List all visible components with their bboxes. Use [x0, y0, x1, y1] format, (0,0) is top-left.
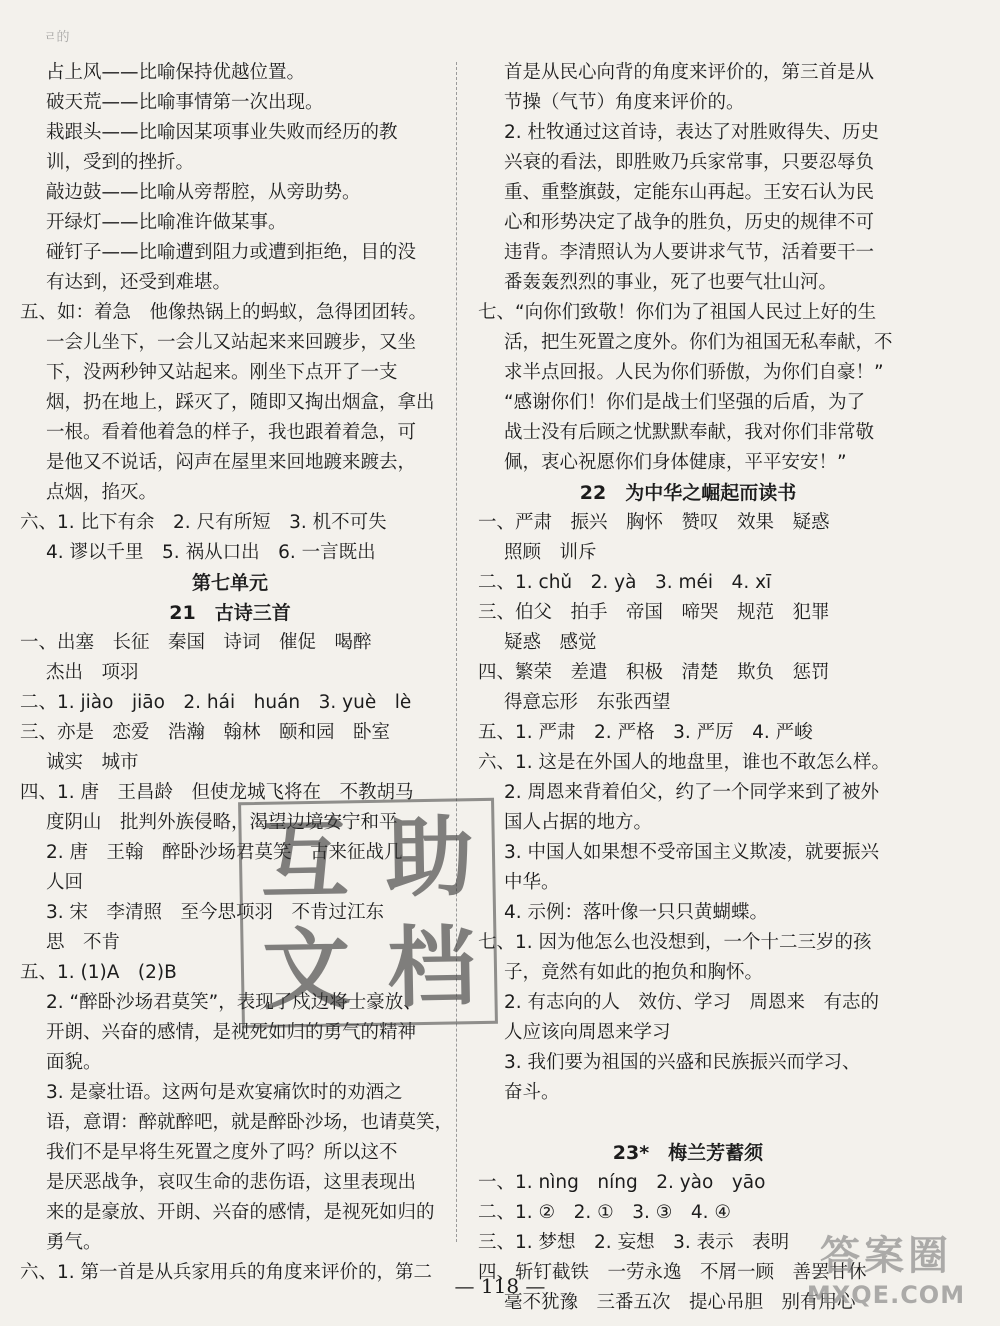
answer-line: 4. 示例：落叶像一只只黄蝴蝶。: [504, 902, 769, 923]
answer-line: 2. 周恩来背着伯父，约了一个同学来到了被外: [504, 782, 880, 803]
answer-line: 2. 唐 王翰 醉卧沙场君莫笑 古来征战几: [46, 842, 403, 863]
answer-line: 二、1. ② 2. ① 3. ③ 4. ④: [478, 1202, 731, 1223]
stamp-char: 文: [261, 916, 352, 1022]
answer-line: 3. 宋 李清照 至今思项羽 不肯过江东: [46, 902, 385, 923]
answer-line: 勇气。: [46, 1232, 102, 1253]
answer-line: 度阴山 批判外族侵略，渴望边境安宁和平: [46, 812, 398, 833]
answer-line: 开绿灯——比喻准许做某事。: [46, 212, 287, 233]
answer-line: 违背。李清照认为人要讲求气节，活着要干一: [504, 242, 875, 263]
section-heading: 22 为中华之崛起而读书: [579, 482, 797, 504]
answer-line: 子，竟然有如此的抱负和胸怀。: [504, 962, 764, 983]
answer-line: 2. 有志向的人 效仿、学习 周恩来 有志的: [504, 992, 880, 1013]
answer-line: 一、出塞 长征 秦国 诗词 催促 喝醉: [20, 632, 372, 653]
answer-line: 番轰轰烈烈的事业，死了也要气壮山河。: [504, 272, 838, 293]
answer-line: 是他又不说话，闷声在屋里来回地踱来踱去，: [46, 452, 417, 473]
site-watermark: [786, 1224, 986, 1316]
answer-line: 3. 是豪壮语。这两句是欢宴痛饮时的劝酒之: [46, 1082, 403, 1103]
left-column: [20, 58, 454, 1288]
answer-line: 五、1. (1)A (2)B: [20, 962, 177, 983]
stamp-char: 助: [384, 804, 475, 910]
answer-line: 首是从民心向背的角度来评价的，第三首是从: [504, 62, 875, 83]
answer-line: 六、1. 比下有余 2. 尺有所短 3. 机不可失: [20, 512, 387, 533]
answer-line: 六、1. 第一首是从兵家用兵的角度来评价的，第二: [20, 1262, 433, 1283]
answer-line: 四、繁荣 差遣 积极 清楚 欺负 惩罚: [478, 662, 830, 683]
answer-line: 三、伯父 拍手 帝国 啼哭 规范 犯罪: [478, 602, 830, 623]
answer-line: 活，把生死置之度外。你们为祖国无私奉献，不: [504, 332, 893, 353]
corner-mark: ㄹ的: [44, 30, 70, 45]
watermark-title: 答案圈: [820, 1233, 952, 1279]
answer-line: [478, 1108, 898, 1138]
answer-line: 求半点回报。人民为你们骄傲，为你们自豪！”: [504, 362, 884, 383]
section-heading: 第七单元: [191, 572, 268, 594]
answer-line: 国人占据的地方。: [504, 812, 653, 833]
answer-line: 四、1. 唐 王昌龄 但使龙城飞将在 不教胡马: [20, 782, 414, 803]
answer-line: 三、亦是 恋爱 浩瀚 翰林 颐和园 卧室: [20, 722, 391, 743]
answer-line: 疑惑 感觉: [504, 632, 597, 653]
answer-line: 占上风——比喻保持优越位置。: [46, 62, 306, 83]
answer-line: 一、1. nìng níng 2. yào yāo: [478, 1172, 766, 1193]
answer-line: 杰出 项羽: [46, 662, 139, 683]
stamp-char: 互: [259, 806, 350, 912]
answer-line: 毫不犹豫 三番五次 提心吊胆 别有用心: [504, 1292, 856, 1313]
answer-line: 一会儿坐下，一会儿又站起来来回踱步，又坐: [46, 332, 417, 353]
answer-line: 训，受到的挫折。: [46, 152, 195, 173]
answer-line: 五、如：着急 他像热锅上的蚂蚁，急得团团转。: [20, 302, 428, 323]
answer-line: 中华。: [504, 872, 560, 893]
answer-line: 碰钉子——比喻遭到阻力或遭到拒绝，目的没: [46, 242, 417, 263]
answer-line: 下，没两秒钟又站起来。刚坐下点开了一支: [46, 362, 398, 383]
answer-line: 四、斩钉截铁 一劳永逸 不屑一顾 善罢甘休: [478, 1262, 867, 1283]
answer-line: 七、“向你们致敬！你们为了祖国人民过上好的生: [478, 302, 877, 323]
answer-line: 诚实 城市: [46, 752, 139, 773]
right-column: [478, 58, 898, 1318]
answer-line: 心和形势决定了战争的胜负，历史的规律不可: [504, 212, 875, 233]
answer-line: 得意忘形 东张西望: [504, 692, 671, 713]
answer-line: 来的是豪放、开朗、兴奋的感情，是视死如归的: [46, 1202, 435, 1223]
stamp-char: 档: [386, 914, 477, 1020]
answer-line: 二、1. chǔ 2. yà 3. méi 4. xī: [478, 572, 772, 593]
answer-line: 是厌恶战争，哀叹生命的悲伤语，这里表现出: [46, 1172, 417, 1193]
answer-line: 兴衰的看法，即胜败乃兵家常事，只要忍辱负: [504, 152, 875, 173]
answer-line: “感谢你们！你们是战士们坚强的后盾，为了: [504, 392, 866, 413]
page-number: — 118 —: [454, 1274, 546, 1298]
answer-line: 佩，衷心祝愿你们身体健康，平平安安！”: [504, 452, 847, 473]
answer-line: 烟，扔在地上，踩灭了，随即又掏出烟盒，拿出: [46, 392, 435, 413]
stamp-watermark: [238, 798, 498, 1028]
answer-line: 一根。看着他着急的样子，我也跟着着急，可: [46, 422, 417, 443]
answer-line: 重、重整旗鼓，定能东山再起。王安石认为民: [504, 182, 875, 203]
answer-line: 开朗、兴奋的感情，是视死如归的勇气的精神: [46, 1022, 417, 1043]
answer-line: 照顾 训斥: [504, 542, 597, 563]
section-heading: 23* 梅兰芳蓄须: [612, 1142, 764, 1164]
answer-line: 节操（气节）角度来评价的。: [504, 92, 745, 113]
answer-line: 敲边鼓——比喻从旁帮腔，从旁助势。: [46, 182, 361, 203]
answer-line: 思 不肯: [46, 932, 121, 953]
answer-line: 破天荒——比喻事情第一次出现。: [46, 92, 324, 113]
answer-line: 4. 谬以千里 5. 祸从口出 6. 一言既出: [46, 542, 376, 563]
answer-line: 栽跟头——比喻因某项事业失败而经历的教: [46, 122, 398, 143]
answer-line: 三、1. 梦想 2. 妄想 3. 表示 表明: [478, 1232, 790, 1253]
answer-line: 七、1. 因为他怎么也没想到，一个十二三岁的孩: [478, 932, 872, 953]
answer-line: 一、严肃 振兴 胸怀 赞叹 效果 疑惑: [478, 512, 830, 533]
answer-line: 2. “醉卧沙场君莫笑”，表现了戍边将士豪放、: [46, 992, 422, 1013]
answer-line: 2. 杜牧通过这首诗，表达了对胜败得失、历史: [504, 122, 880, 143]
answer-line: 奋斗。: [504, 1082, 560, 1103]
answer-line: 人应该向周恩来学习: [504, 1022, 671, 1043]
answer-line: 战士没有后顾之忧默默奉献，我对你们非常敬: [504, 422, 875, 443]
answer-line: 语，意谓：醉就醉吧，就是醉卧沙场，也请莫笑，: [46, 1112, 454, 1133]
watermark-url: MXQE.COM: [806, 1281, 966, 1309]
answer-line: 3. 中国人如果想不受帝国主义欺凌，就要振兴: [504, 842, 880, 863]
answer-line: 有达到，还受到难堪。: [46, 272, 232, 293]
answer-line: 六、1. 这是在外国人的地盘里，谁也不敢怎么样。: [478, 752, 891, 773]
answer-line: 面貌。: [46, 1052, 102, 1073]
column-divider: [456, 62, 457, 1242]
answer-line: 我们不是早将生死置之度外了吗？所以这不: [46, 1142, 398, 1163]
answer-line: 人回: [46, 872, 84, 893]
answer-line: 点烟，掐灭。: [46, 482, 158, 503]
answer-line: 二、1. jiào jiāo 2. hái huán 3. yuè lè: [20, 692, 412, 713]
answer-line: 五、1. 严肃 2. 严格 3. 严厉 4. 严峻: [478, 722, 813, 743]
section-heading: 21 古诗三首: [169, 602, 291, 624]
answer-line: 3. 我们要为祖国的兴盛和民族振兴而学习、: [504, 1052, 861, 1073]
